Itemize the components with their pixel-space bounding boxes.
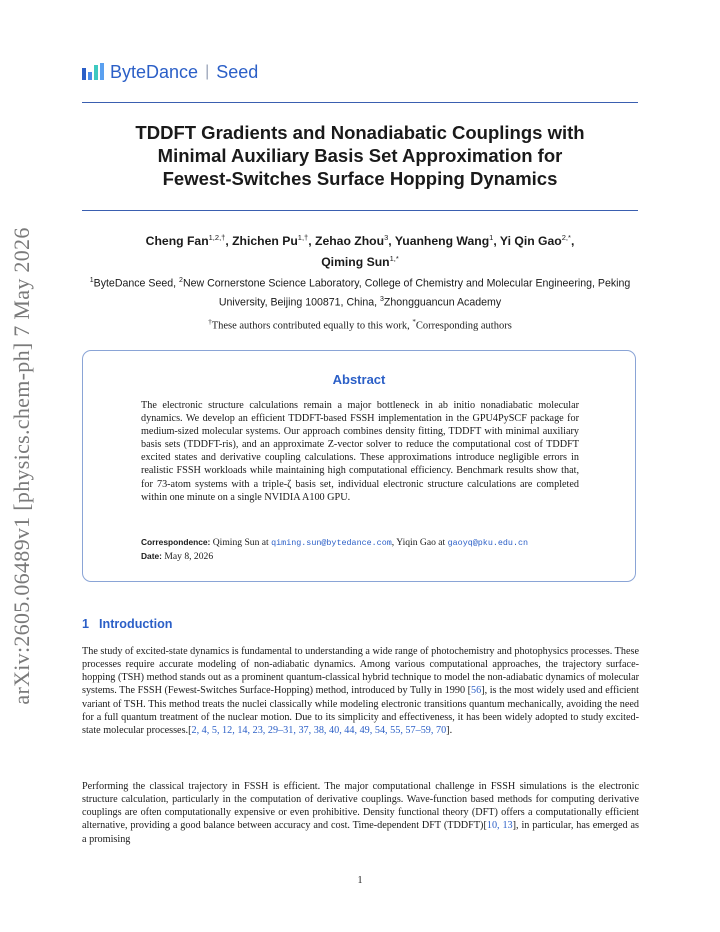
affiliation: ByteDance Seed — [93, 277, 174, 290]
body-paragraph: Performing the classical trajectory in FSSH is efficient. The major computational challenge in FSSH simulations is the electronic structure calculation, particularly in the computation of derivative couplings. Wave-function based methods for computing derivative couplings are often computationally expensive or even prohibitive. Density functional theory (DFT) offers a computationally efficient alternative, providing a good balance between accuracy and cost. Time-dependent DFT (TDDFT)[10, 13], in particular, has emerged as a promising — [82, 781, 639, 845]
citation-link[interactable]: 10, 13 — [486, 820, 513, 832]
abstract-box — [82, 350, 636, 582]
author-name: Zhichen Pu — [232, 234, 298, 249]
affiliation: Zhongguancun Academy — [383, 296, 502, 309]
correspondence-block: Correspondence: Qiming Sun at qiming.sun@bytedance.com, Yiqin Gao at gaoyq@pku.edu.cn Date: May 8, 2026 — [141, 537, 529, 562]
bytedance-logo-icon — [82, 63, 104, 81]
section-heading: 1 Introduction — [82, 617, 173, 631]
page-number: 1 — [357, 875, 363, 886]
title-rule — [82, 210, 638, 211]
bytedance-seed-logo — [82, 60, 258, 84]
author-list: Cheng Fan$^{1,2,\dagger}$, Zhichen $Pu^{1,\dagger}$, Zehao Zhou$^3$, Yuanheng Wang$^1$, Yi Qin Gao$^{2,*}$, Qiming Sun$^{1,*}$ — [145, 233, 575, 270]
author-name: Qiming Sun — [321, 255, 390, 270]
brand-separator: | — [205, 63, 210, 80]
email-link[interactable]: qiming.sun@bytedance.com — [271, 538, 392, 548]
affiliations: $^1$ByteDance Seed, $^2$New Cornerstone Science Laboratory, College of Chemistry and Molecular Engineering, Peking University, Beijing 100871, China, $^3$Zhongguancun Academy — [89, 277, 631, 309]
product-name: Seed — [216, 61, 259, 82]
affiliation: New Cornerstone Science Laboratory, College of Chemistry and Molecular Engineering, Peking University, Beijing 100871, China — [182, 277, 631, 309]
title-line: TDDFT Gradients and Nonadiabatic Couplings with — [135, 122, 585, 143]
email-link[interactable]: gaoyq@pku.edu.cn — [447, 538, 529, 548]
header-rule — [82, 102, 638, 103]
abstract-text: The electronic structure calculations remain a major bottleneck in ab initio nonadiabatic molecular dynamics. We develop an efficient TDDFT-based FSSH implementation in the GPU4PySCF package for medium-sized molecular systems. Our approach combines density fitting, TDDFT with minimal auxiliary basis sets (TDDFT-ris), and an approximate Z-vector solver to reduce the computational cost of TDDFT excited states and derivative coupling calculations. These approximations introduce negligible errors in realistic FSSH workloads while maintaining high computational efficiency. Benchmark results show that, for 73-atom systems with a triple-ζ basis set, individual electronic structure calculations are completed within one minute on a single NVIDIA A100 GPU. — [141, 400, 579, 503]
author-name: Cheng Fan — [145, 234, 209, 249]
brand-name: ByteDance — [110, 61, 199, 82]
paper-title — [82, 121, 638, 190]
contribution-note: †These authors contributed equally to this work, *Corresponding authors — [208, 318, 512, 332]
title-line: Minimal Auxiliary Basis Set Approximation for — [157, 145, 563, 166]
author-name: Zehao Zhou — [315, 234, 385, 249]
title-line: Fewest-Switches Surface Hopping Dynamics — [162, 168, 558, 189]
author-name: Yi Qin Gao — [499, 234, 562, 249]
abstract-heading: Abstract — [332, 372, 386, 387]
publication-date: May 8, 2026 — [164, 551, 214, 562]
author-name: Yuanheng Wang — [394, 234, 490, 249]
citation-link[interactable]: 56 — [471, 685, 482, 697]
body-paragraph: The study of excited-state dynamics is fundamental to understanding a wide range of photochemistry and photophysics processes. These processes require accurate modeling of non-adiabatic dynamics. Among various computational approaches, the trajectory surface-hopping (TSH) method stands out as a prominent quantum-classical hybrid technique to model the non-adiabatic dynamics of molecular systems. The FSSH (Fewest-Switches Surface-Hopping) method, introduced by Tully in 1990 [56], is the most widely used and efficient variant of TSH. This method treats the nuclei classically while modeling electronic transitions quantum mechanically, avoiding the need for a full quantum treatment of the nuclear motion. Due to its simplicity and effectiveness, it has been widely adopted to study excited-state molecular processes.[2, 4, 5, 12, 14, 23, 29–31, 37, 38, 40, 44, 49, 54, 55, 57–59, 70]. — [82, 646, 639, 736]
citation-link[interactable]: 2, 4, 5, 12, 14, 23, 29–31, 37, 38, 40, 44, 49, 54, 55, 57–59, 70 — [191, 724, 447, 736]
